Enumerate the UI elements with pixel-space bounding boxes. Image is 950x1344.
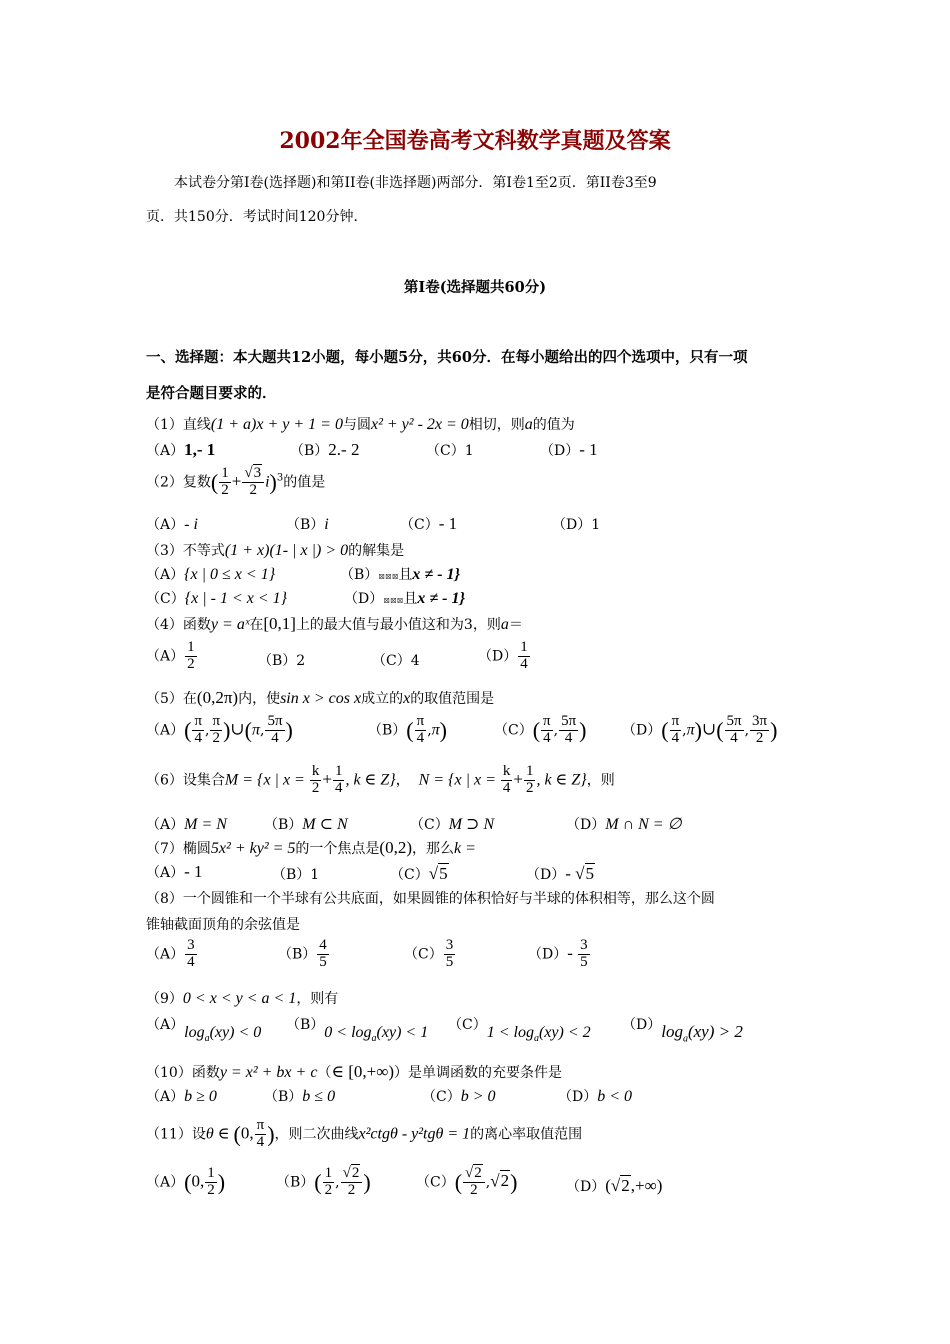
q6-option-a: （A）M = N: [146, 816, 227, 833]
q3-option-d: （D）⊠⊠⊠且x ≠ - 1}: [344, 590, 466, 607]
q1-option-c: （C）1: [426, 443, 474, 459]
q9-option-d: $(D)\log_a(xy) > 2$: [622, 1017, 743, 1045]
q11-option-a: （A）(0, $\frac{1}{2}$ ): [146, 1165, 226, 1198]
q3-option-b: （B）⊠⊠⊠且x ≠ - 1}: [340, 566, 461, 583]
q3-option-c: （C）{x | - 1 < x < 1}: [146, 590, 288, 607]
q9-option-c: $(C)1 < \log_a(xy) < 2$: [448, 1017, 591, 1045]
question-9: （9）0 < x < y < a < 1，则有: [146, 990, 339, 1007]
q2-option-b: （B）i: [286, 516, 329, 533]
q6-option-b: （B）M ⊂ N: [264, 816, 348, 833]
q10-option-c: （C）b > 0: [422, 1088, 496, 1105]
section-title: 第Ⅰ卷(选择题共60分): [403, 279, 547, 296]
q6-option-d: （D）M ∩ N = ∅: [566, 816, 682, 833]
q7-option-d: （D）- √5: [526, 864, 594, 883]
question-8-line-1: （8）一个圆锥和一个半球有公共底面，如果圆锥的体积恰好与半球的体积相等，那么这个圆: [146, 891, 715, 907]
question-2: （2）复数( $\frac{1}{2}$ + $\frac{√3}{2}$ i)$^3$的值是: [146, 465, 326, 498]
q4-option-c: （C）4: [372, 653, 420, 669]
question-1: （1）直线(1 + a)x + y + 1 = 0与圆x² + y² - 2x = 0相切，则a的值为: [146, 416, 575, 433]
q10-option-d: （D）b < 0: [558, 1088, 633, 1105]
q8-option-a: （A） $\frac{3}{4}$: [146, 937, 195, 970]
q2-option-c: （C）- 1: [400, 514, 458, 533]
question-8-line-2: 锥轴截面顶角的余弦值是: [146, 917, 300, 933]
instructions-line-1: 一、选择题：本大题共12小题，每小题5分，共60分．在每小题给出的四个选项中，只有一项: [146, 349, 748, 366]
question-7: （7）椭圆5x² + ky² = 5的一个焦点是(0,2)，那么k =: [146, 838, 476, 857]
question-5: （5）在(0,2π)内，使sin x > cos x成立的x的取值范围是: [146, 688, 495, 707]
page-title: 2002年全国卷高考文科数学真题及答案: [279, 128, 671, 154]
q5-option-c: （C）( $\frac{\pi}{4}$ , $\frac{5\pi}{4}$ ): [494, 713, 587, 746]
question-11: （11）设θ ∈ (0, $\frac{\pi}{4}$ )，则二次曲线x²ctgθ - y²tgθ = 1的离心率取值范围: [146, 1117, 583, 1150]
fraction-one-half: $\frac{1}{2}$: [221, 465, 229, 498]
q9-option-b: $(B)0 < \log_a(xy) < 1$: [286, 1017, 429, 1045]
q7-option-a: （A）- 1: [146, 862, 203, 881]
question-10: （10）函数y = x² + bx + c（∈ [0,+∞)）是单调函数的充要条件是: [146, 1062, 563, 1081]
intro-line-2: 页．共150分．考试时间120分钟．: [146, 209, 368, 225]
q11-option-d: （D）(√2,+∞): [566, 1176, 663, 1195]
q9-option-a: $(A)\log_a(xy) < 0$: [146, 1017, 262, 1045]
q8-option-d: （D）- $\frac{3}{5}$: [528, 937, 588, 970]
q2-option-a: （A）- i: [146, 516, 198, 533]
q1-option-a: （A）1,- 1: [146, 440, 216, 459]
q5-option-b: （B）( $\frac{\pi}{4}$ ,π): [368, 713, 447, 746]
q1-option-d: （D）- 1: [540, 440, 598, 459]
fraction-sqrt3-over-2: $\frac{√3}{2}$: [242, 466, 264, 499]
q8-option-b: （B） $\frac{4}{5}$: [278, 937, 327, 970]
question-3: （3）不等式(1 + x)(1- | x |) > 0的解集是: [146, 542, 405, 559]
q5-option-a: （A）( $\frac{\pi}{4}$ , $\frac{\pi}{2}$ )∪(π, $\frac{5\pi}{4}$ ): [146, 713, 293, 746]
q10-option-b: （B）b ≤ 0: [264, 1088, 336, 1105]
q7-option-b: （B）1: [272, 867, 320, 883]
question-6: （6）设集合M = {x | x = $\frac{k}{2}$ + $\frac{1}{4}$ , k ∈ Z}， N = {x | x = $\frac{k}{4}$ + $\frac{1}{2}$ , k ∈ Z}，则: [146, 763, 615, 796]
q8-option-c: （C） $\frac{3}{5}$: [404, 937, 454, 970]
q11-option-b: （B）( $\frac{1}{2}$ , $\frac{√2}{2}$ ): [276, 1165, 371, 1198]
q4-option-d: （D） $\frac{1}{4}$: [478, 639, 528, 672]
instructions-line-2: 是符合题目要求的．: [146, 385, 277, 402]
q7-option-c: （C）√5: [390, 864, 448, 883]
q5-option-d: （D）( $\frac{\pi}{4}$ ,π)∪( $\frac{5\pi}{4}$ , $\frac{3\pi}{2}$ ): [622, 713, 778, 746]
q4-option-b: （B）2: [258, 653, 306, 669]
q6-option-c: （C）M ⊃ N: [410, 816, 495, 833]
q3-option-a: （A）{x | 0 ≤ x < 1}: [146, 566, 276, 583]
question-4: （4）函数y = aˣ在[0,1]上的最大值与最小值这和为3，则a＝: [146, 614, 523, 633]
q2-option-d: （D）1: [552, 517, 601, 533]
q4-option-a: （A） $\frac{1}{2}$: [146, 639, 195, 672]
intro-line-1: 本试卷分第Ⅰ卷(选择题)和第II卷(非选择题)两部分．第Ⅰ卷1至2页．第II卷3至9: [174, 175, 657, 191]
q1-option-b: （B）2.- 2: [290, 440, 360, 459]
q10-option-a: （A）b ≥ 0: [146, 1088, 217, 1105]
q11-option-c: （C）( $\frac{√2}{2}$ ,√2): [416, 1165, 518, 1198]
